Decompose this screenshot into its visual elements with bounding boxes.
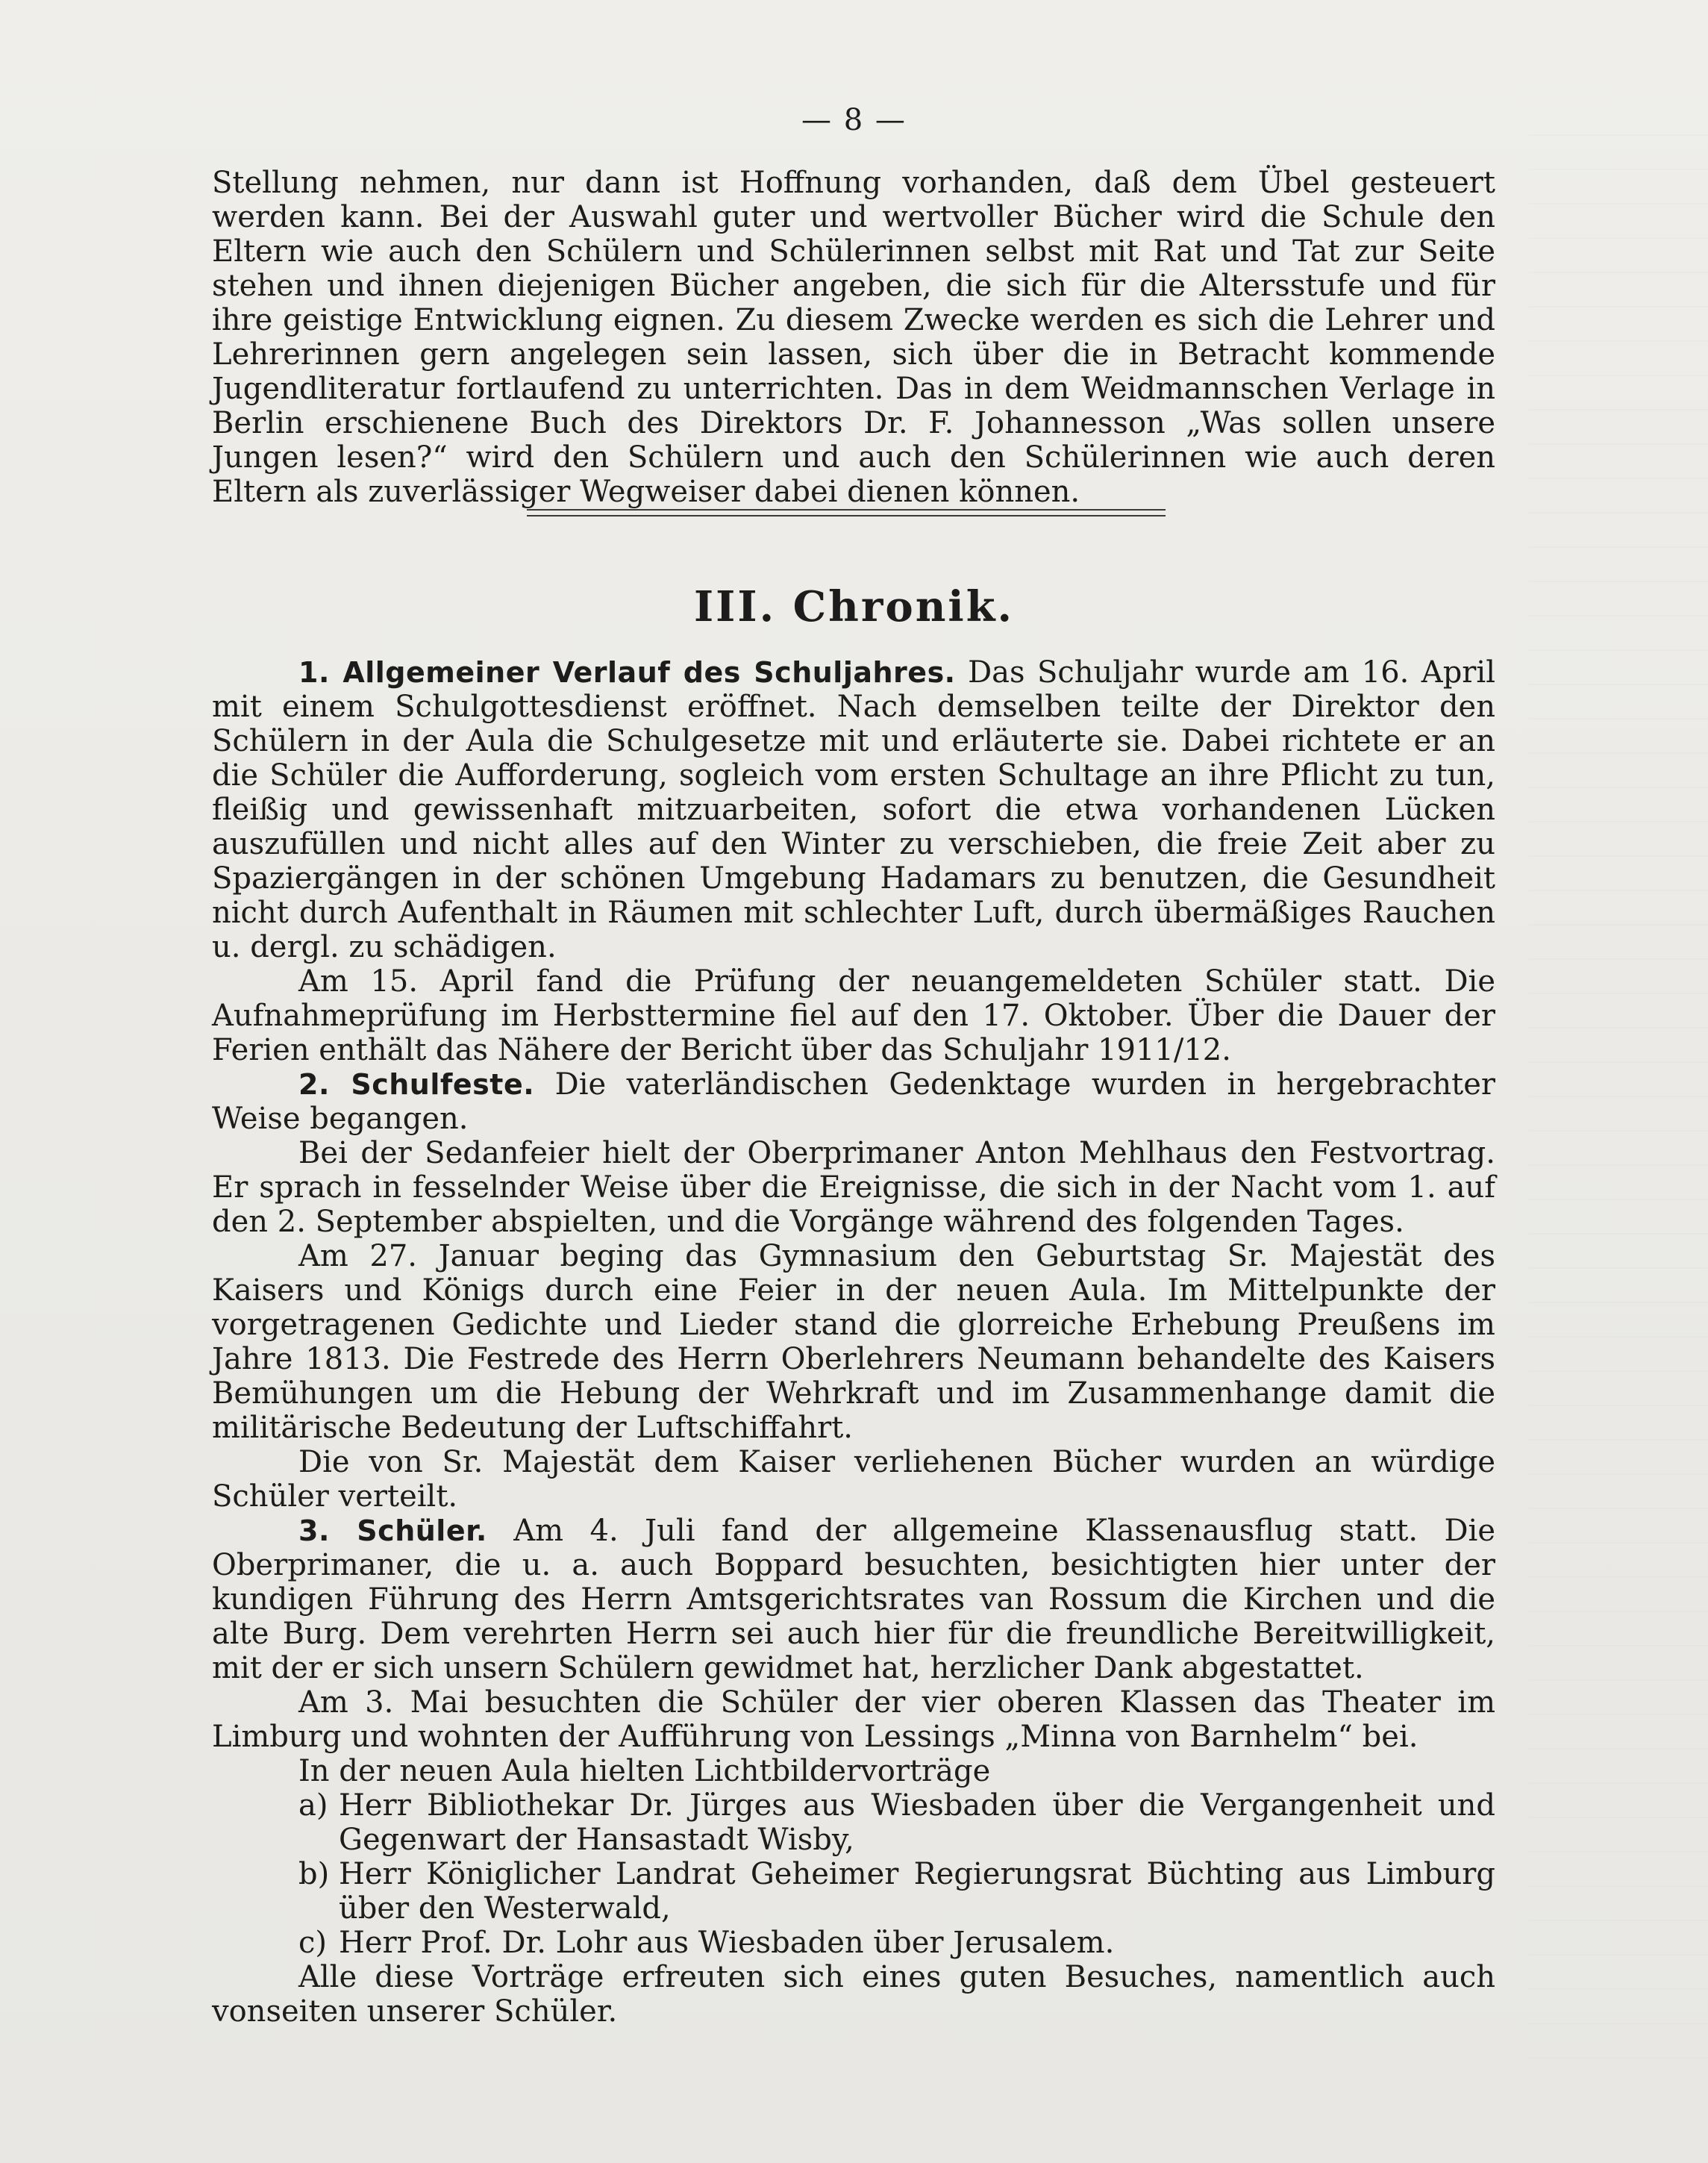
- section1-heading: 1. Allgemeiner Verlauf des Schuljahres.: [298, 656, 956, 689]
- lecture-marker-a: a): [298, 1788, 328, 1823]
- page-number: — 8 —: [801, 103, 907, 137]
- bleed-through-shadow: [1529, 134, 1708, 2075]
- section3-heading: 3. Schüler.: [298, 1514, 487, 1547]
- section2-heading: 2. Schulfeste.: [298, 1068, 535, 1101]
- intro-block: [212, 166, 1495, 509]
- lecture-text-b: Herr Königlicher Landrat Geheimer Regierungsrat Büchting aus Limburg über den Westerwald,: [339, 1857, 1495, 1926]
- section1-paragraph-2: Am 15. April fand die Prüfung der neuangemeldeten Schüler statt. Die Aufnahmeprüfung im Herbsttermine fiel auf den 17. Oktober. Über die Dauer der Ferien enthält das Nähere der Bericht über das Schuljahr 1911/12.: [212, 964, 1495, 1067]
- chronicle-body: [212, 655, 1495, 2029]
- intro-paragraph: Stellung nehmen, nur dann ist Hoffnung vorhanden, daß dem Übel gesteuert werden kann. Bei der Auswahl guter und wertvoller Bücher wird die Schule den Eltern wie auch den Schülern und Schülerinnen selbst mit Rat und Tat zur Seite stehen und ihnen diejenigen Bücher angeben, die sich für die Altersstufe und für ihre geistige Entwicklung eignen. Zu diesem Zwecke werden es sich die Lehrer und Lehrerinnen gern angelegen sein lassen, sich über die in Betracht kommende Jugendliteratur fortlaufend zu unterrichten. Das in dem Weidmannschen Verlage in Berlin erschienene Buch des Direktors Dr. F. Johannesson „Was sollen unsere Jungen lesen?“ wird den Schülern und auch den Schülerinnen wie auch deren Eltern als zuverlässiger Wegweiser dabei dienen können.: [212, 166, 1495, 509]
- section2-paragraph-2: Bei der Sedanfeier hielt der Oberprimaner Anton Mehlhaus den Festvortrag. Er sprach in fesselnder Weise über die Ereignisse, die sich in der Nacht vom 1. auf den 2. September abspielten, und die Vorgänge während des folgenden Tages.: [212, 1136, 1495, 1239]
- lecture-marker-b: b): [298, 1857, 330, 1891]
- lecture-text-a: Herr Bibliothekar Dr. Jürges aus Wiesbaden über die Vergangenheit und Gegenwart der Hansastadt Wisby,: [339, 1788, 1495, 1857]
- lecture-text-c: Herr Prof. Dr. Lohr aus Wiesbaden über Jerusalem.: [339, 1926, 1115, 1960]
- section2-paragraph-4: Die von Sr. Majestät dem Kaiser verliehenen Bücher wurden an würdige Schüler verteilt.: [212, 1445, 1495, 1514]
- section3-paragraph-4: Alle diese Vorträge erfreuten sich eines guten Besuches, namentlich auch vonseiten unserer Schüler.: [212, 1960, 1495, 2029]
- section-divider: [527, 508, 1166, 519]
- section2-text: Die vaterländischen Gedenktage wurden in hergebrachter Weise begangen.: [212, 1067, 1495, 1136]
- section2-paragraph: [212, 1067, 1495, 1136]
- section3-paragraph-2: Am 3. Mai besuchten die Schüler der vier oberen Klassen das Theater im Limburg und wohnten der Aufführung von Lessings „Minna von Barnhelm“ bei.: [212, 1685, 1495, 1754]
- lecture-item-c: [212, 1926, 1495, 1960]
- lecture-item-b: [212, 1857, 1495, 1926]
- section3-paragraph: [212, 1514, 1495, 1685]
- section3-paragraph-3: In der neuen Aula hielten Lichtbildervorträge: [298, 1754, 991, 1788]
- section1-text: Das Schuljahr wurde am 16. April mit einem Schulgottesdienst eröffnet. Nach demselben teilte der Direktor den Schülern in der Aula die Schulgesetze mit und erläuterte sie. Dabei richtete er an die Schüler die Aufforderung, sogleich vom ersten Schultage an ihre Pflicht zu tun, fleißig und gewissenhaft mitzuarbeiten, sofort die etwa vorhandenen Lücken auszufüllen und nicht alles auf den Winter zu verschieben, die freie Zeit aber zu Spaziergängen in der schönen Umgebung Hadamars zu benutzen, die Gesundheit nicht durch Aufenthalt in Räumen mit schlechter Luft, durch übermäßiges Rauchen u. dergl. zu schädigen.: [212, 655, 1496, 964]
- chapter-title: III. Chronik.: [693, 582, 1014, 631]
- lecture-marker-c: c): [298, 1926, 328, 1960]
- section1-paragraph: [212, 655, 1495, 964]
- lecture-item-a: [212, 1788, 1495, 1857]
- section3-text: Am 4. Juli fand der allgemeine Klassenausflug statt. Die Oberprimaner, die u. a. auch Boppard besuchten, besichtigten hier unter der kundigen Führung des Herrn Amtsgerichtsrates van Rossum die Kirchen und die alte Burg. Dem verehrten Herrn sei auch hier für die freundliche Bereitwilligkeit, mit der er sich unsern Schülern gewidmet hat, herzlicher Dank abgestattet.: [212, 1514, 1495, 1685]
- section2-paragraph-3: Am 27. Januar beging das Gymnasium den Geburtstag Sr. Majestät des Kaisers und Königs durch eine Feier in der neuen Aula. Im Mittelpunkte der vorgetragenen Gedichte und Lieder stand die glorreiche Erhebung Preußens im Jahre 1813. Die Festrede des Herrn Oberlehrers Neumann behandelte des Kaisers Bemühungen um die Hebung der Wehrkraft und im Zusammenhange damit die militärische Bedeutung der Luftschiffahrt.: [212, 1239, 1495, 1445]
